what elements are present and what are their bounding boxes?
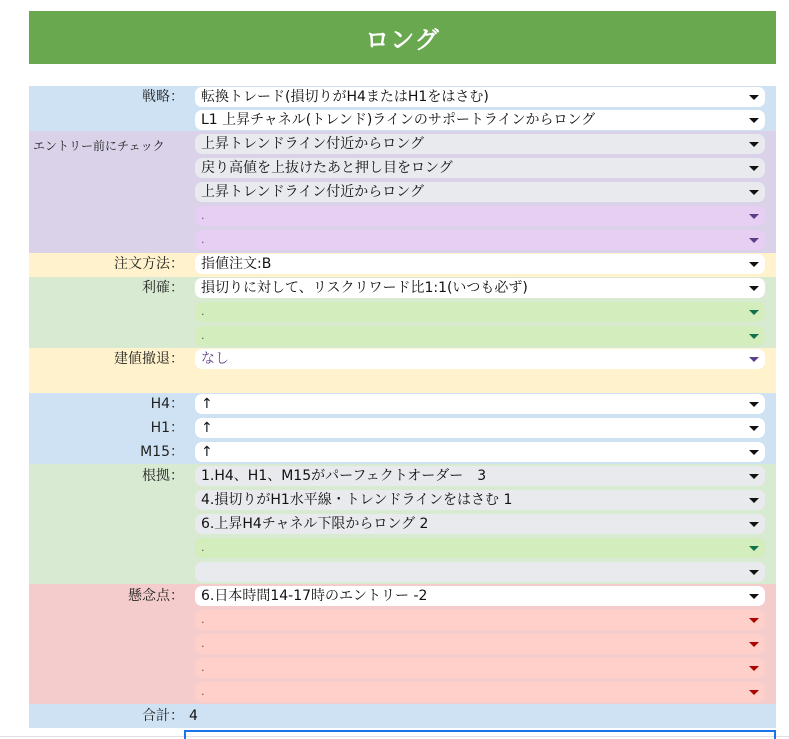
dropdown-arrow-icon bbox=[749, 166, 759, 171]
dropdown-arrow-icon bbox=[749, 426, 759, 431]
dropdown-arrow-icon bbox=[749, 357, 759, 362]
dropdown-value: L1 上昇チャネル(トレンド)ラインのサポートラインからロング bbox=[201, 112, 596, 128]
concern-dropdown-5[interactable] bbox=[195, 682, 765, 702]
dropdown-arrow-icon bbox=[749, 546, 759, 551]
m15-label: M15： bbox=[140, 444, 184, 460]
dropdown-value: . bbox=[201, 209, 205, 222]
total-label: 合計： bbox=[142, 708, 184, 724]
dropdown-arrow-icon bbox=[749, 402, 759, 407]
dropdown-value: ↑ bbox=[201, 396, 213, 412]
h4-label: H4： bbox=[150, 396, 184, 412]
dropdown-value: . bbox=[201, 637, 205, 650]
dropdown-arrow-icon bbox=[749, 262, 759, 267]
dropdown-value: . bbox=[201, 613, 205, 626]
check-dropdown-5[interactable] bbox=[195, 230, 765, 250]
order-label: 注文方法： bbox=[114, 256, 184, 272]
selected-cell[interactable] bbox=[184, 730, 776, 739]
basis-label: 根拠： bbox=[142, 468, 184, 484]
dropdown-value: 指値注文:B bbox=[201, 256, 272, 272]
dropdown-arrow-icon bbox=[749, 95, 759, 100]
check-label: エントリー前にチェック bbox=[33, 139, 165, 153]
dropdown-arrow-icon bbox=[749, 522, 759, 527]
m15-dropdown[interactable] bbox=[195, 442, 765, 462]
profit-dropdown-3[interactable] bbox=[195, 326, 765, 346]
basis-dropdown-4[interactable] bbox=[195, 538, 765, 558]
dropdown-arrow-icon bbox=[749, 118, 759, 123]
dropdown-arrow-icon bbox=[749, 214, 759, 219]
check-dropdown-4[interactable] bbox=[195, 206, 765, 226]
order-dropdown[interactable] bbox=[195, 254, 765, 274]
dropdown-value: 上昇トレンドライン付近からロング bbox=[201, 184, 424, 200]
dropdown-value: 1.H4、H1、M15がパーフェクトオーダー 3 bbox=[201, 468, 487, 484]
dropdown-arrow-icon bbox=[749, 618, 759, 623]
dropdown-arrow-icon bbox=[749, 666, 759, 671]
dropdown-value: 4.損切りがH1水平線・トレンドラインをはさむ 1 bbox=[201, 492, 513, 508]
breakeven-label: 建値撤退： bbox=[114, 351, 184, 367]
check-dropdown-2[interactable] bbox=[195, 158, 765, 178]
dropdown-arrow-icon bbox=[749, 238, 759, 243]
strategy-label: 戦略： bbox=[142, 89, 184, 105]
h1-dropdown[interactable] bbox=[195, 418, 765, 438]
dropdown-value: . bbox=[201, 233, 205, 246]
dropdown-arrow-icon bbox=[749, 642, 759, 647]
strategy-dropdown-2[interactable] bbox=[195, 110, 765, 130]
concern-dropdown-4[interactable] bbox=[195, 658, 765, 678]
concern-dropdown-2[interactable] bbox=[195, 610, 765, 630]
check-dropdown-3[interactable] bbox=[195, 182, 765, 202]
dropdown-value: 上昇トレンドライン付近からロング bbox=[201, 136, 424, 152]
concern-label: 懸念点： bbox=[128, 588, 184, 604]
strategy-dropdown-1[interactable] bbox=[195, 87, 765, 107]
dropdown-arrow-icon bbox=[749, 570, 759, 575]
page-title: ロング bbox=[29, 11, 776, 64]
dropdown-value: . bbox=[201, 685, 205, 698]
dropdown-arrow-icon bbox=[749, 142, 759, 147]
h1-label: H1： bbox=[150, 420, 184, 436]
dropdown-value: 転換トレード(損切りがH4またはH1をはさむ) bbox=[201, 89, 489, 105]
basis-dropdown-3[interactable] bbox=[195, 514, 765, 534]
dropdown-value: ↑ bbox=[201, 420, 213, 436]
dropdown-arrow-icon bbox=[749, 594, 759, 599]
dropdown-value: . bbox=[201, 661, 205, 674]
dropdown-arrow-icon bbox=[749, 450, 759, 455]
dropdown-value: . bbox=[201, 329, 205, 342]
basis-dropdown-5[interactable] bbox=[195, 562, 765, 582]
dropdown-value: . bbox=[201, 541, 205, 554]
dropdown-value: 6.上昇H4チャネル下限からロング 2 bbox=[201, 516, 429, 532]
check-dropdown-1[interactable] bbox=[195, 134, 765, 154]
dropdown-arrow-icon bbox=[749, 690, 759, 695]
dropdown-arrow-icon bbox=[749, 286, 759, 291]
dropdown-value: なし bbox=[201, 351, 229, 367]
profit-dropdown-1[interactable] bbox=[195, 278, 765, 298]
dropdown-arrow-icon bbox=[749, 310, 759, 315]
basis-dropdown-1[interactable] bbox=[195, 466, 765, 486]
dropdown-value: . bbox=[201, 305, 205, 318]
total-value: 4 bbox=[189, 708, 198, 724]
dropdown-value: ↑ bbox=[201, 444, 213, 460]
profit-label: 利確： bbox=[142, 280, 184, 296]
dropdown-value: 戻り高値を上抜けたあと押し目をロング bbox=[201, 160, 453, 176]
dropdown-arrow-icon bbox=[749, 190, 759, 195]
dropdown-arrow-icon bbox=[749, 498, 759, 503]
dropdown-value: 6.日本時間14-17時のエントリー -2 bbox=[201, 588, 428, 604]
profit-dropdown-2[interactable] bbox=[195, 302, 765, 322]
breakeven-dropdown[interactable] bbox=[195, 349, 765, 369]
h4-dropdown[interactable] bbox=[195, 394, 765, 414]
concern-dropdown-3[interactable] bbox=[195, 634, 765, 654]
dropdown-value: 損切りに対して、リスクリワード比1:1(いつも必ず) bbox=[201, 280, 528, 296]
basis-dropdown-2[interactable] bbox=[195, 490, 765, 510]
concern-dropdown-1[interactable] bbox=[195, 586, 765, 606]
dropdown-arrow-icon bbox=[749, 334, 759, 339]
dropdown-arrow-icon bbox=[749, 474, 759, 479]
